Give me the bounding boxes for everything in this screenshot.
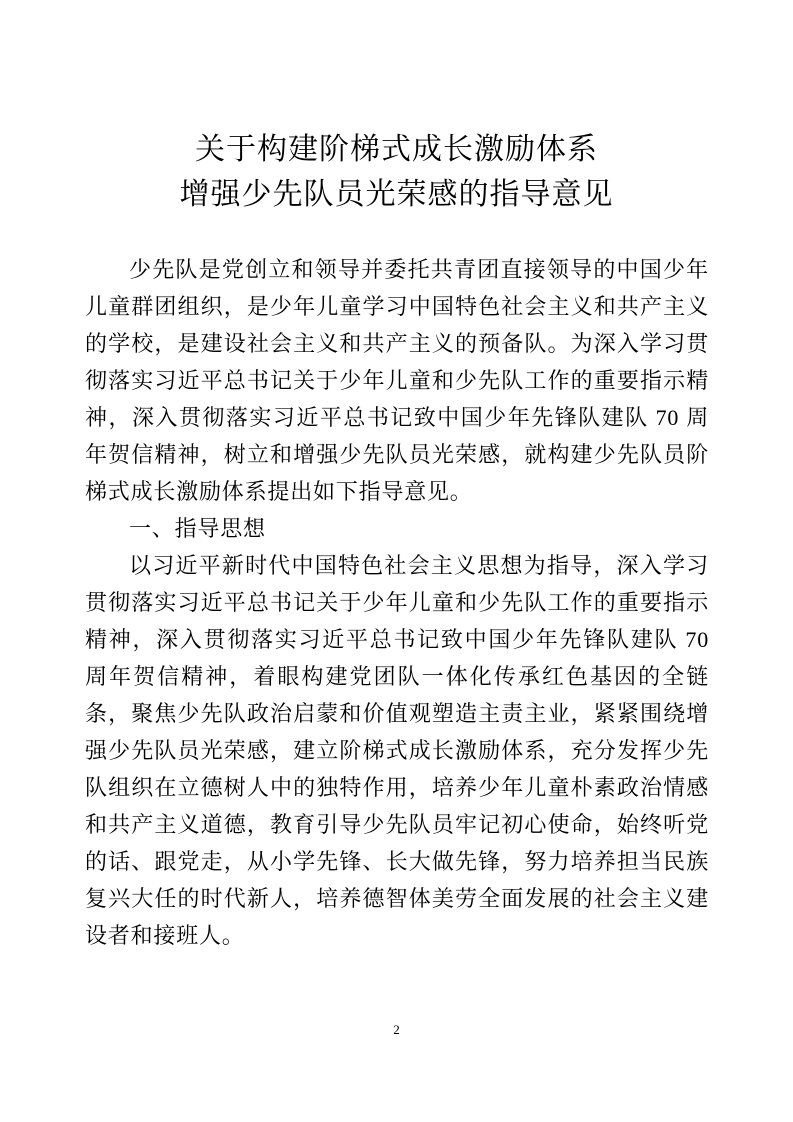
title-line-2: 增强少先队员光荣感的指导意见 — [179, 178, 614, 211]
page-number: 2 — [393, 1022, 400, 1037]
section-heading-guiding-ideology: 一、指导思想 — [129, 516, 266, 541]
document-title — [85, 127, 708, 217]
paragraph-guiding-ideology: 以习近平新时代中国特色社会主义思想为指导，深入学习贯彻落实习近平总书记关于少年儿童和少先队工作的重要指示精神，深入贯彻落实习近平总书记致中国少年先锋队建队 70 周年贺信精神，着眼构建党团队一体化传承红色基因的全链条，聚焦少先队政治启蒙和价值观塑造主责主业，紧紧围绕增强少先队员光荣感，建立阶梯式成长激励体系，充分发挥少先队组织在立德树人中的独特作用，培养少年儿童朴素政治情感和共产主义道德，教育引导少先队员牢记初心使命，始终听党的话、跟党走，从小学先锋、长大做先锋，努力培养担当民族复兴大任的时代新人，培养德智体美劳全面发展的社会主义建设者和接班人。 — [85, 553, 709, 948]
title-line-1: 关于构建阶梯式成长激励体系 — [195, 133, 598, 166]
document-body — [85, 251, 709, 954]
paragraph-intro: 少先队是党创立和领导并委托共青团直接领导的中国少年儿童群团组织，是少年儿童学习中国特色社会主义和共产主义的学校，是建设社会主义和共产主义的预备队。为深入学习贯彻落实习近平总书记关于少年儿童和少先队工作的重要指示精神，深入贯彻落实习近平总书记致中国少年先锋队建队 70 周年贺信精神，树立和增强少先队员光荣感，就构建少先队员阶梯式成长激励体系提出如下指导意见。 — [85, 257, 709, 504]
